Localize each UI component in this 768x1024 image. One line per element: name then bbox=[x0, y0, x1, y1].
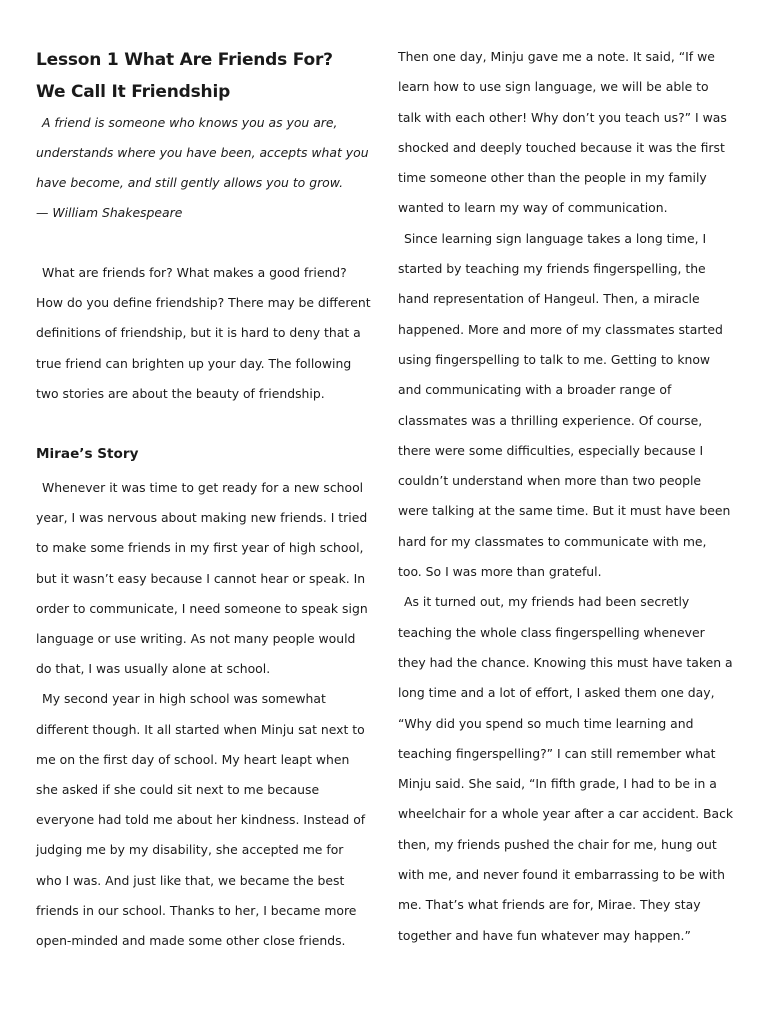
lesson-title-line-1: Lesson 1 What Are Friends For? bbox=[36, 50, 333, 70]
story-paragraph: As it turned out, my friends had been secretly teaching the whole class fingerspelling whenever they had the chance. Knowing this must have taken a long time and a lot of effort, I asked them one day, “Why did you spend so much time learning and teaching fingerspelling?” I can still remember what Minju said. She said, “In fifth grade, I had to be in a wheelchair for a whole year after a car accident. Back then, my friends pushed the chair for me, hung out with me, and never found it embarrassing to be with me. That’s what friends are for, Mirae. They stay together and have fun whatever may happen.” bbox=[398, 594, 734, 943]
story-heading: Mirae’s Story bbox=[36, 446, 139, 463]
story-paragraph: Then one day, Minju gave me a note. It said, “If we learn how to use sign language, we will be able to talk with each other! Why don’t you teach us?” I was shocked and deeply touched because it was the first time someone other than the people in my family wanted to learn my way of communication. bbox=[398, 49, 727, 216]
story-paragraph: My second year in high school was somewhat different though. It all started when Minju sat next to me on the first day of school. My heart leapt when she asked if she could sit next to me because everyone had told me about her kindness. Instead of judging me by my disability, she accepted me for who I was. And just like that, we became the best friends in our school. Thanks to her, I became more open-minded and made some other close friends. bbox=[36, 691, 366, 949]
epigraph-quote: A friend is someone who knows you as you are, understands where you have been, accepts what you have become, and still gently allows you to grow. bbox=[36, 115, 369, 190]
story-paragraph: Whenever it was time to get ready for a new school year, I was nervous about making new friends. I tried to make some friends in my first year of high school, but it wasn’t easy because I cannot hear or speak. In order to communicate, I need someone to speak sign language or use writing. As not many people would do that, I was usually alone at school. bbox=[36, 480, 368, 677]
left-column bbox=[36, 44, 372, 956]
lesson-title bbox=[36, 44, 372, 108]
right-column bbox=[398, 44, 734, 951]
spacer bbox=[36, 228, 372, 258]
spacer bbox=[36, 409, 372, 439]
story-paragraph: Since learning sign language takes a long time, I started by teaching my friends fingerspelling, the hand representation of Hangeul. Then, a miracle happened. More and more of my classmates started using fingerspelling to talk to me. Getting to know and communicating with a broader range of classmates was a thrilling experience. Of course, there were some difficulties, especially because I couldn’t understand when more than two people were talking at the same time. But it must have been hard for my classmates to communicate with me, too. So I was more than grateful. bbox=[398, 230, 731, 580]
epigraph-author: — William Shakespeare bbox=[36, 205, 183, 220]
intro-paragraph: What are friends for? What makes a good friend? How do you define friendship? There may be different definitions of friendship, but it is hard to deny that a true friend can brighten up your day. The following two stories are about the beauty of friendship. bbox=[36, 265, 371, 401]
lesson-title-line-2: We Call It Friendship bbox=[36, 82, 231, 102]
